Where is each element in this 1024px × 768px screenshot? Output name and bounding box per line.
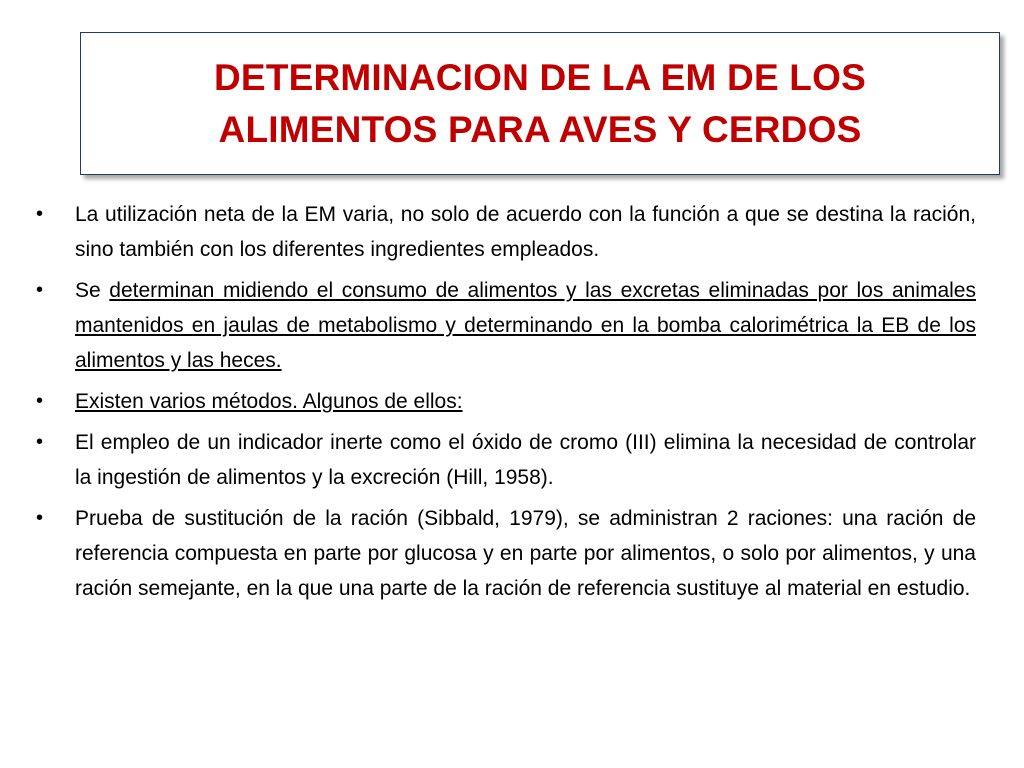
bullet-text	[75, 384, 976, 419]
slide-title-line-2: ALIMENTOS PARA AVES Y CERDOS	[218, 108, 862, 150]
bullet-dot-icon: •	[36, 390, 44, 412]
bullet-dot-icon: •	[36, 279, 44, 301]
bullet-item-methods	[36, 384, 976, 419]
bullet-item-inert-indicator	[36, 425, 976, 495]
bullet-dot-icon: •	[36, 507, 44, 529]
bullet-text: La utilización neta de la EM varia, no solo de acuerdo con la función a que se destina la ración, sino también con los diferentes ingredientes empleados.	[75, 203, 976, 261]
bullet-text-prefix: Se	[75, 279, 110, 302]
slide-title-line-1: DETERMINACION DE LA EM DE LOS	[214, 56, 866, 98]
bullet-item-substitution-test	[36, 501, 976, 606]
bullet-dot-icon: •	[36, 431, 44, 453]
bullet-list	[36, 197, 976, 612]
bullet-text: El empleo de un indicador inerte como el óxido de cromo (III) elimina la necesidad de controlar la ingestión de alimentos y la excreción (Hill, 1958).	[75, 431, 976, 489]
slide-title-box	[80, 32, 1000, 175]
bullet-text-underlined: Existen varios métodos. Algunos de ellos:	[75, 390, 463, 413]
bullet-text-underlined: determinan midiendo el consumo de alimentos y las excretas eliminadas por los animales mantenidos en jaulas de metabolismo y determinando en la bomba calorimétrica la EB de los alimentos y las heces.	[75, 279, 976, 372]
bullet-text	[75, 273, 976, 378]
bullet-dot-icon: •	[36, 203, 44, 225]
bullet-item-net-utilization	[36, 197, 976, 267]
bullet-text: Prueba de sustitución de la ración (Sibbald, 1979), se administran 2 raciones: una ración de referencia compuesta en parte por glucosa y en parte por alimentos, o solo por alimentos, y una ración semejante, en la que una parte de la ración de referencia sustituye al material en estudio.	[75, 507, 976, 600]
bullet-item-determination	[36, 273, 976, 378]
